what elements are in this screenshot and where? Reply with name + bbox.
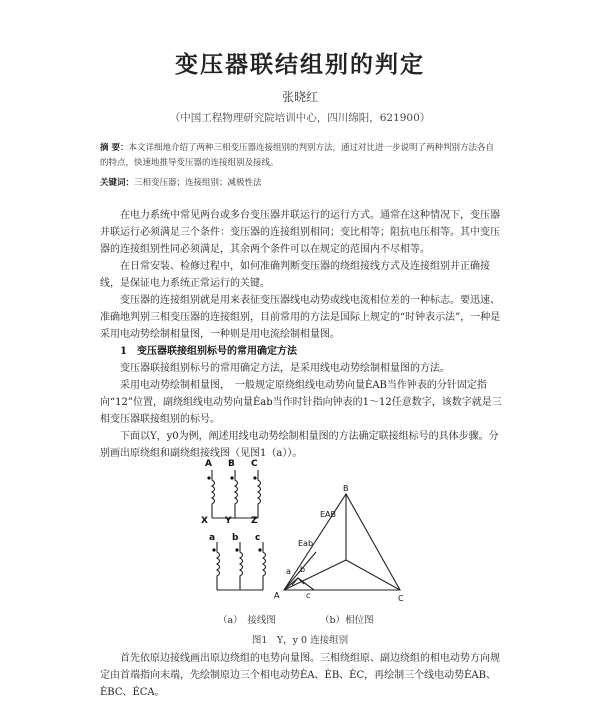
secondary-winding-c — [263, 542, 266, 590]
paragraph-5 — [100, 377, 502, 428]
abstract-text: 本文详细地介绍了两种三相变压器连接组别的判别方法，通过对比进一步说明了两种判别方法各自的特点，快速地推导变压器的连接组别及接线。 — [100, 143, 494, 168]
paragraph-4: 变压器联接组别标号的常用确定方法，是采用线电动势绘制相量图的方法。 — [120, 363, 450, 374]
polarity-dot — [230, 476, 233, 479]
primary-winding-a — [212, 470, 215, 518]
keywords — [100, 176, 502, 188]
phasor-label-b: b — [300, 565, 306, 574]
keywords-label: 关键词： — [100, 178, 135, 188]
terminal-c: c — [255, 533, 261, 543]
paragraph-2: 在日常安装、检修过程中，如何准确判断变压器的绕组接线方式及连接组别并正确接线，是保证电力系统正常运行的关键。 — [100, 261, 490, 289]
figure-sub-b: （b）相位图 — [320, 615, 374, 626]
terminal-C: C — [251, 459, 258, 469]
phasor-label-C: C — [398, 594, 404, 603]
figure-caption: 图1 Y，y 0 连接组别 — [251, 635, 349, 646]
terminal-A: A — [205, 459, 212, 469]
phasor-label-EAB: EAB — [320, 510, 337, 519]
section-heading-1: 1 变压器联接组别标号的常用确定方法 — [120, 346, 297, 357]
terminal-B: B — [228, 459, 235, 469]
paragraph-5-part-3: ab当作时针指向钟表的1～12任意数字，该数字就是三相变压器联接组别的标号。 — [100, 397, 502, 425]
terminal-Z: Z — [251, 516, 258, 526]
terminal-X: X — [201, 516, 208, 526]
polarity-dot — [207, 476, 210, 479]
closing-line-2-part-2: A、ĖB、ĖC，再绘制三个线电动势ĖAB、ĖBC、ĖCA。 — [100, 670, 497, 698]
phasor-label-B: B — [343, 484, 349, 493]
paragraph-5-part-2: AB当作钟表的分针固定指向“12”位置，副绕组线电动势向量Ė — [100, 380, 487, 408]
phasor-label-Eab: Eab — [298, 539, 314, 548]
polarity-dot — [212, 548, 215, 551]
terminal-Y: Y — [225, 516, 232, 526]
closing-paragraph — [100, 650, 502, 701]
polarity-dot — [253, 476, 256, 479]
abstract — [100, 141, 502, 171]
paragraph-1: 在电力系统中常见两台或多台变压器并联运行的运行方式。通常在这种情况下，变压器并联运行必须满足三个条件：变压器的连接组别相同；变比相等；阻抗电压相等。其中变压器的连接组别性同必须满足，其余两个条件可以在规定的范围内不尽相等。 — [100, 210, 500, 255]
phasor-label-c: c — [306, 591, 311, 600]
polarity-dot — [258, 548, 261, 551]
phasor-diagram — [270, 482, 420, 608]
figure-sub-a: （a） 接线图 — [218, 615, 276, 626]
secondary-winding-b — [240, 542, 243, 590]
phasor-label-a: a — [286, 567, 291, 576]
paragraph-3: 变压器的连接组别就是用来表征变压器线电动势或线电流相位差的一种标志。要迅速、准确地判别三相变压器的连接组别，目前常用的方法是国际上规定的“时钟表示法”，一种是采用电动势绘制相量图，一种则是用电流绘制相量图。 — [100, 295, 501, 340]
closing-line-1: 首先依原边接线画出原边绕组的电势向量图。三相绕组原、副边绕组的相电动势方向规 — [120, 653, 500, 664]
closing-line-2 — [100, 667, 502, 701]
terminal-a: a — [209, 533, 216, 543]
keywords-text: 三相变压器；连接组别；减极性法 — [134, 178, 262, 188]
abstract-label: 摘 要： — [100, 143, 129, 153]
primary-winding-c — [258, 470, 261, 518]
paper-title: 变压器联结组别的判定 — [175, 51, 425, 78]
intro-section — [100, 207, 502, 343]
primary-winding-b — [235, 470, 238, 518]
secondary-winding-a — [217, 542, 220, 590]
affiliation: （中国工程物理研究院培训中心，四川绵阳，621900） — [169, 112, 431, 124]
terminal-b: b — [232, 533, 239, 543]
polarity-dot — [235, 548, 238, 551]
paragraph-6: 下面以Y，y0为例，阐述用线电动势绘制相量图的方法确定联接组标号的具体步骤。分别画出原绕组和副绕组接线图（见图1（a））。 — [100, 431, 499, 459]
author-name: 张晓红 — [281, 90, 318, 104]
phasor-label-A: A — [274, 591, 280, 600]
section-1-body — [100, 360, 502, 462]
closing-line-2-part-1: 定由首端指向末端，先绘制原边三个相电动势Ė — [100, 670, 308, 681]
paragraph-5-part-1: 采用电动势绘制相量图， 一般规定原绕组线电动势向量Ė — [120, 380, 373, 391]
